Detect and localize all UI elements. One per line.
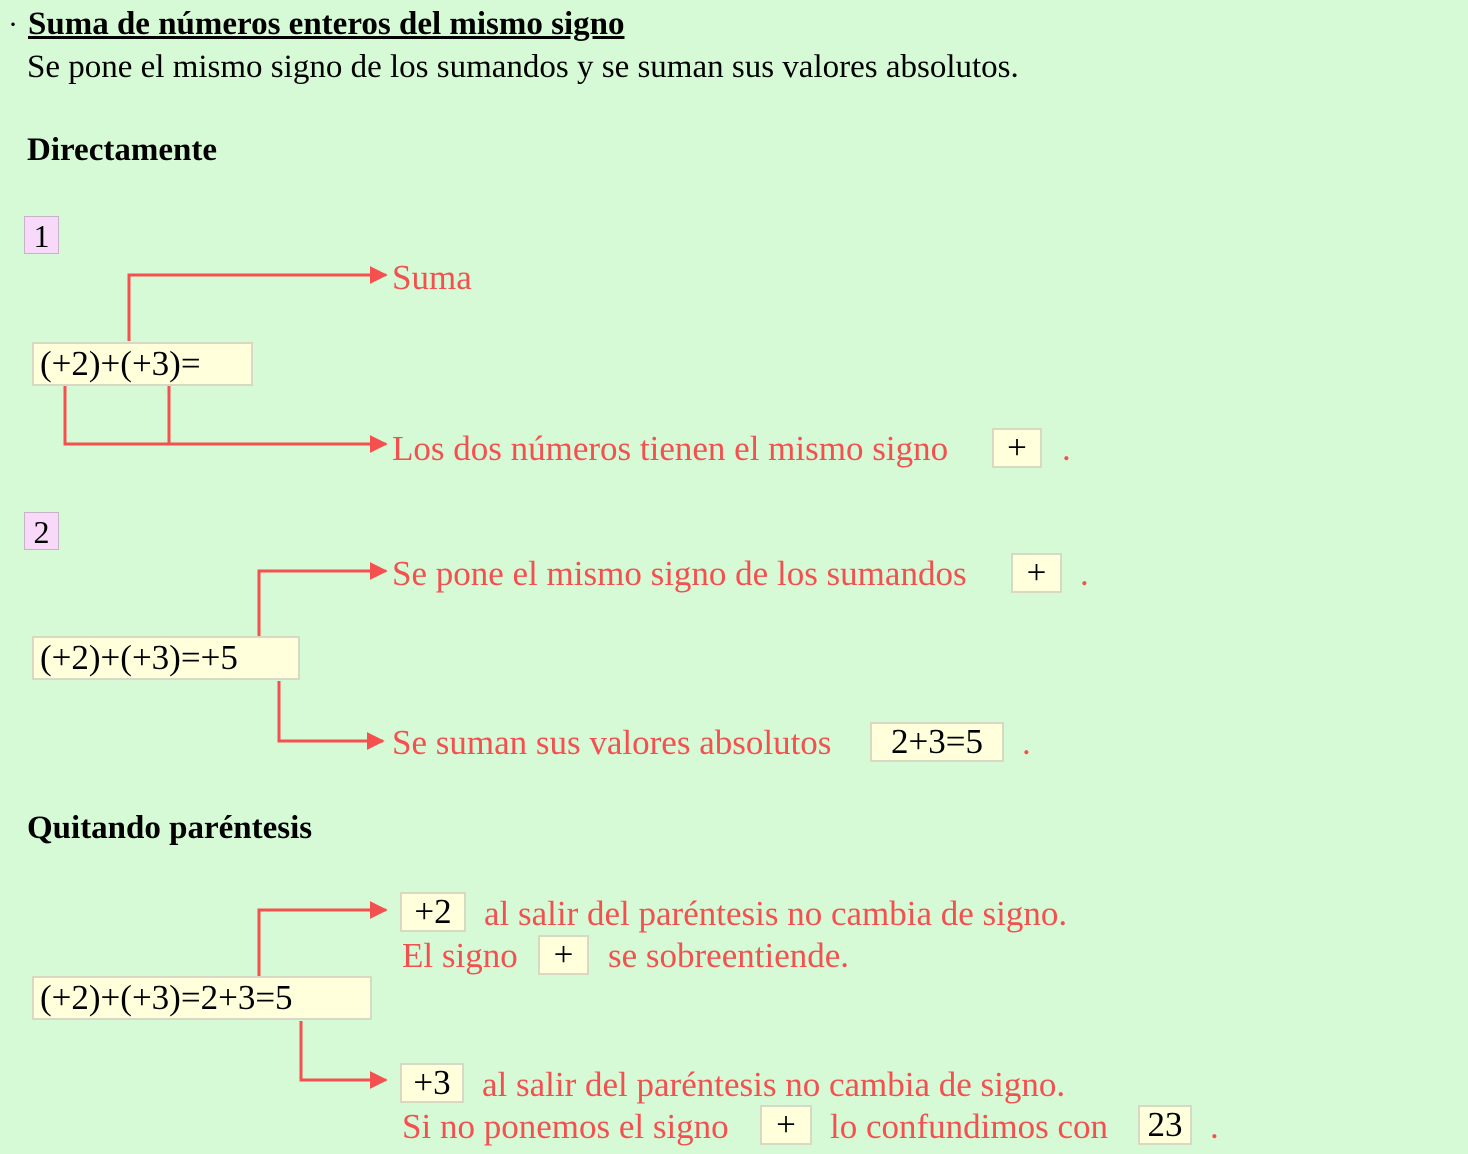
label-plus2-line2-start: El signo (402, 936, 518, 975)
sign-box-example-1: + (992, 428, 1042, 468)
example-number-1: 1 (24, 216, 59, 254)
arrow-same-sign (65, 386, 386, 444)
arrow-suma (129, 275, 386, 341)
sum-box-example-2: 2+3=5 (870, 722, 1004, 762)
sign-box-plus3: + (760, 1105, 812, 1145)
label-plus2-line2-end: se sobreentiende. (608, 936, 850, 975)
period-example-2-bottom: . (1022, 723, 1031, 762)
arrow-term-plus2 (259, 910, 386, 976)
section-heading-direct: Directamente (27, 132, 217, 168)
expression-parentheses: (+2)+(+3)=2+3=5 (32, 976, 372, 1020)
label-plus2-line1: al salir del paréntesis no cambia de signo. (484, 894, 1068, 933)
label-suma: Suma (392, 258, 472, 297)
period-example-1: . (1062, 429, 1071, 468)
confuse-box-23: 23 (1138, 1105, 1192, 1145)
period-plus3: . (1210, 1107, 1219, 1146)
arrow-term-plus3 (301, 1021, 386, 1080)
expression-example-2: (+2)+(+3)=+5 (32, 636, 300, 680)
sign-box-example-2: + (1011, 553, 1062, 593)
arrow-absolute-values (279, 681, 383, 741)
label-same-sign: Los dos números tienen el mismo signo (392, 429, 949, 468)
term-box-plus3: +3 (400, 1063, 464, 1103)
period-example-2-top: . (1080, 554, 1089, 593)
term-box-plus2: +2 (400, 892, 466, 932)
expression-example-1: (+2)+(+3)= (32, 342, 253, 386)
label-plus3-line2-start: Si no ponemos el signo (402, 1107, 729, 1146)
page-title: Suma de números enteros del mismo signo (28, 6, 625, 42)
label-absolute-values: Se suman sus valores absolutos (392, 723, 832, 762)
sign-box-plus2: + (538, 935, 589, 975)
example-number-2: 2 (24, 512, 59, 550)
label-plus3-line2-mid: lo confundimos con (830, 1107, 1109, 1146)
label-same-sign-sumands: Se pone el mismo signo de los sumandos (392, 554, 967, 593)
label-plus3-line1: al salir del paréntesis no cambia de signo. (482, 1065, 1066, 1104)
arrow-same-sign-sumands (259, 571, 386, 636)
bullet-point: · (8, 8, 18, 41)
section-heading-parentheses: Quitando paréntesis (27, 810, 313, 846)
intro-text: Se pone el mismo signo de los sumandos y se suman sus valores absolutos. (27, 49, 1019, 85)
